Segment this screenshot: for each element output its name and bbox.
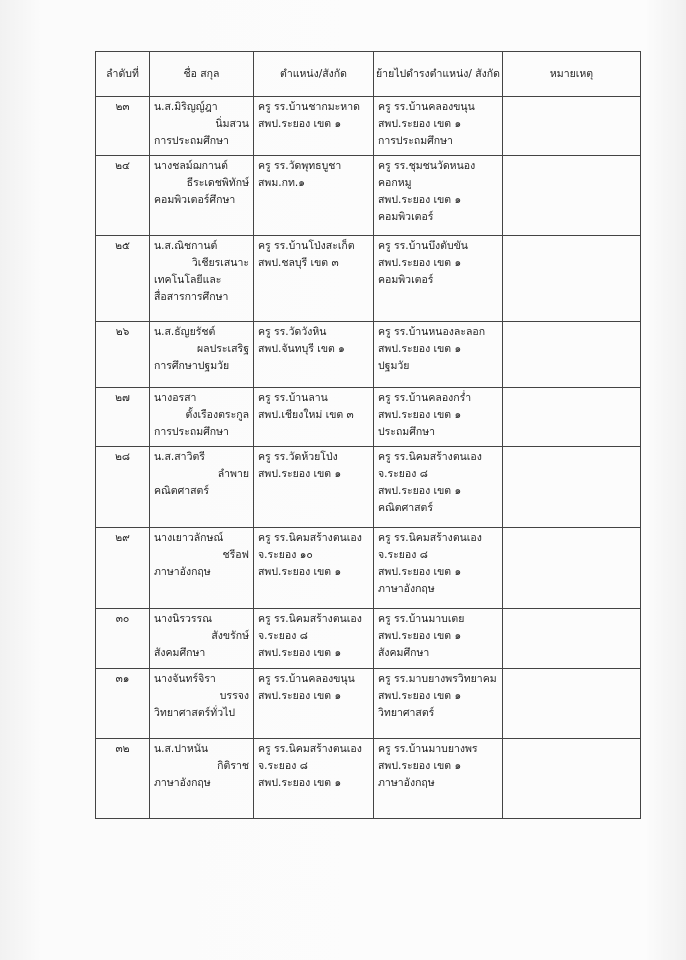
to-position-line: ครู รร.บ้านบึงตับขัน (378, 240, 468, 252)
from-position-cell (254, 528, 374, 609)
person-surname: ผลประเสริฐ (197, 343, 249, 355)
to-position-cell (374, 388, 503, 447)
note-cell (503, 322, 641, 388)
transfer-table (95, 51, 641, 819)
name-cell (150, 388, 254, 447)
to-position-line: สพป.ระยอง เขต ๑ (378, 690, 462, 702)
table-row (96, 528, 641, 609)
header-note (503, 52, 641, 97)
to-position-line: ครู รร.มาบยางพรวิทยาคม (378, 673, 497, 685)
from-position-line: สพป.ระยอง เขต ๑ (258, 468, 342, 480)
seq-number: ๓๑ (115, 673, 130, 685)
from-position-cell (254, 322, 374, 388)
seq-number: ๓๒ (115, 743, 130, 755)
seq-number: ๒๔ (115, 160, 130, 172)
name-cell (150, 156, 254, 236)
header-to (374, 52, 503, 97)
person-name: นางอรสา (154, 392, 197, 404)
subject-major: คอมพิวเตอร์ศึกษา (154, 194, 236, 206)
name-cell (150, 528, 254, 609)
from-position-line: ครู รร.บ้านคลองขนุน (258, 673, 355, 685)
name-cell (150, 669, 254, 739)
to-position-line: คอมพิวเตอร์ (378, 274, 434, 286)
seq-cell (96, 156, 150, 236)
from-position-line: ครู รร.วัดพุทธบูชา (258, 160, 342, 172)
person-name: นางจันทร์จิรา (154, 673, 216, 685)
to-position-line: ครู รร.บ้านมาบยางพร (378, 743, 478, 755)
seq-number: ๒๕ (115, 240, 130, 252)
table-row (96, 236, 641, 322)
subject-major: เทคโนโลยีและ (154, 274, 222, 286)
to-position-line: คอกหมู (378, 177, 412, 189)
to-position-line: ครู รร.บ้านคลองขนุน (378, 101, 475, 113)
seq-cell (96, 669, 150, 739)
subject-major: ภาษาอังกฤษ (154, 566, 211, 578)
from-position-cell (254, 739, 374, 819)
seq-number: ๒๗ (115, 392, 130, 404)
from-position-line: ครู รร.วัดวังหิน (258, 326, 327, 338)
person-surname: ตั้งเรืองตระกูล (185, 409, 249, 421)
person-name: นางนิรวรรณ (154, 613, 212, 625)
seq-number: ๒๓ (115, 101, 130, 113)
to-position-line: สพป.ระยอง เขต ๑ (378, 118, 462, 130)
to-position-line: สพป.ระยอง เขต ๑ (378, 343, 462, 355)
to-position-line: ครู รร.บ้านมาบเตย (378, 613, 465, 625)
from-position-line: ครู รร.บ้านโป่งสะเก็ต (258, 240, 355, 252)
header-from (254, 52, 374, 97)
subject-major: วิทยาศาสตร์ทั่วไป (154, 707, 236, 719)
name-cell (150, 322, 254, 388)
table-row (96, 322, 641, 388)
person-surname: กิติราช (217, 760, 249, 772)
seq-cell (96, 447, 150, 528)
person-surname: นิ่มสวน (215, 118, 249, 130)
from-position-cell (254, 388, 374, 447)
person-surname: ธีระเดชพิทักษ์ (186, 177, 249, 189)
from-position-line: จ.ระยอง ๑๐ (258, 549, 313, 561)
seq-number: ๒๙ (115, 532, 130, 544)
table-row (96, 447, 641, 528)
header-name (150, 52, 254, 97)
from-position-line: ครู รร.นิคมสร้างตนเอง (258, 743, 362, 755)
header-to-label: ย้ายไปดำรงตำแหน่ง/ สังกัด (376, 67, 500, 80)
seq-number: ๒๘ (114, 451, 131, 463)
to-position-cell (374, 528, 503, 609)
from-position-line: สพป.เชียงใหม่ เขต ๓ (258, 409, 354, 421)
to-position-line: สังคมศึกษา (378, 647, 430, 659)
from-position-line: ครู รร.วัดห้วยโป่ง (258, 451, 338, 463)
seq-cell (96, 236, 150, 322)
from-position-line: สพป.จันทบุรี เขต ๑ (258, 343, 345, 355)
note-cell (503, 447, 641, 528)
to-position-line: ครู รร.ชุมชนวัดหนอง (378, 160, 476, 172)
table-row (96, 669, 641, 739)
from-position-line: สพป.ระยอง เขต ๑ (258, 118, 342, 130)
from-position-line: สพป.ระยอง เขต ๑ (258, 647, 342, 659)
subject-major: ภาษาอังกฤษ (154, 777, 211, 789)
from-position-line: สพป.ระยอง เขต ๑ (258, 777, 342, 789)
name-cell (150, 739, 254, 819)
person-name: น.ส.ธัญยรัชต์ (154, 326, 216, 338)
person-name: น.ส.สาวิตรี (154, 451, 205, 463)
table-header-row (96, 52, 641, 97)
from-position-line: สพป.ชลบุรี เขต ๓ (258, 257, 339, 269)
seq-number: ๓๐ (115, 613, 130, 625)
to-position-line: สพป.ระยอง เขต ๑ (378, 566, 462, 578)
subject-major: สังคมศึกษา (154, 647, 206, 659)
note-cell (503, 97, 641, 156)
person-surname: วิเชียรเสนาะ (191, 257, 249, 269)
to-position-line: จ.ระยอง ๘ (378, 468, 428, 480)
subject-major: การศึกษาปฐมวัย (154, 360, 230, 372)
to-position-line: คอมพิวเตอร์ (378, 211, 434, 223)
table-row (96, 97, 641, 156)
from-position-line: สพม.กท.๑ (258, 177, 305, 189)
name-cell (150, 447, 254, 528)
person-name: น.ส.ณิชกานต์ (154, 240, 218, 252)
to-position-line: ภาษาอังกฤษ (378, 777, 435, 789)
name-cell (150, 97, 254, 156)
to-position-line: สพป.ระยอง เขต ๑ (378, 630, 462, 642)
header-name-label: ชื่อ สกุล (183, 67, 220, 80)
seq-number: ๒๖ (115, 326, 130, 338)
table-row (96, 156, 641, 236)
seq-cell (96, 528, 150, 609)
name-cell (150, 236, 254, 322)
to-position-line: จ.ระยอง ๘ (378, 549, 428, 561)
to-position-cell (374, 447, 503, 528)
note-cell (503, 156, 641, 236)
from-position-cell (254, 97, 374, 156)
header-note-label: หมายเหตุ (549, 67, 594, 80)
person-name: นางชลม์ฌกานต์ (154, 160, 228, 172)
header-seq (96, 52, 150, 97)
from-position-line: จ.ระยอง ๘ (258, 760, 308, 772)
to-position-line: สพป.ระยอง เขต ๑ (378, 409, 462, 421)
seq-cell (96, 322, 150, 388)
note-cell (503, 388, 641, 447)
to-position-cell (374, 156, 503, 236)
from-position-line: ครู รร.บ้านลาน (258, 392, 328, 404)
from-position-cell (254, 669, 374, 739)
to-position-line: สพป.ระยอง เขต ๑ (378, 257, 462, 269)
to-position-line: ปฐมวัย (378, 360, 410, 372)
person-name: น.ส.มิริญญ์ฎา (154, 101, 218, 113)
from-position-line: ครู รร.บ้านชากมะหาด (258, 101, 360, 113)
to-position-cell (374, 739, 503, 819)
seq-cell (96, 739, 150, 819)
person-name: น.ส.ปาหนัน (154, 743, 209, 755)
to-position-line: ครู รร.นิคมสร้างตนเอง (378, 532, 482, 544)
from-position-cell (254, 447, 374, 528)
table-row (96, 388, 641, 447)
from-position-cell (254, 236, 374, 322)
to-position-line: คณิตศาสตร์ (378, 502, 434, 514)
seq-cell (96, 388, 150, 447)
subject-major: สื่อสารการศึกษา (154, 291, 229, 303)
note-cell (503, 739, 641, 819)
to-position-line: ครู รร.บ้านหนองละลอก (378, 326, 486, 338)
subject-major: คณิตศาสตร์ (154, 485, 210, 497)
table-row (96, 739, 641, 819)
subject-major: การประถมศึกษา (154, 426, 229, 438)
from-position-cell (254, 609, 374, 669)
note-cell (503, 528, 641, 609)
to-position-line: ประถมศึกษา (378, 426, 436, 438)
to-position-line: ครู รร.บ้านคลองกร่ำ (378, 392, 472, 404)
note-cell (503, 236, 641, 322)
to-position-line: สพป.ระยอง เขต ๑ (378, 760, 462, 772)
from-position-line: สพป.ระยอง เขต ๑ (258, 690, 342, 702)
to-position-line: ภาษาอังกฤษ (378, 583, 435, 595)
to-position-cell (374, 97, 503, 156)
subject-major: การประถมศึกษา (154, 135, 229, 147)
name-cell (150, 609, 254, 669)
from-position-line: ครู รร.นิคมสร้างตนเอง (258, 532, 362, 544)
from-position-line: สพป.ระยอง เขต ๑ (258, 566, 342, 578)
to-position-line: การประถมศึกษา (378, 135, 453, 147)
header-from-label: ตำแหน่ง/สังกัด (280, 67, 347, 80)
to-position-line: ครู รร.นิคมสร้างตนเอง (378, 451, 482, 463)
table-row (96, 609, 641, 669)
to-position-line: สพป.ระยอง เขต ๑ (378, 194, 462, 206)
note-cell (503, 669, 641, 739)
from-position-line: จ.ระยอง ๘ (258, 630, 308, 642)
person-surname: สังขรักษ์ (211, 630, 249, 642)
to-position-line: วิทยาศาสตร์ (378, 707, 435, 719)
seq-cell (96, 609, 150, 669)
person-surname: ชรีอฟ (222, 549, 249, 561)
to-position-cell (374, 609, 503, 669)
table-body (96, 97, 641, 819)
person-surname: บรรจง (219, 690, 249, 702)
person-surname: ลำพาย (217, 468, 249, 480)
from-position-line: ครู รร.นิคมสร้างตนเอง (258, 613, 362, 625)
seq-cell (96, 97, 150, 156)
to-position-cell (374, 322, 503, 388)
to-position-cell (374, 236, 503, 322)
note-cell (503, 609, 641, 669)
header-seq-label: ลำดับที่ (106, 67, 139, 80)
from-position-cell (254, 156, 374, 236)
to-position-line: สพป.ระยอง เขต ๑ (378, 485, 462, 497)
to-position-cell (374, 669, 503, 739)
person-name: นางเยาวลักษณ์ (154, 532, 224, 544)
